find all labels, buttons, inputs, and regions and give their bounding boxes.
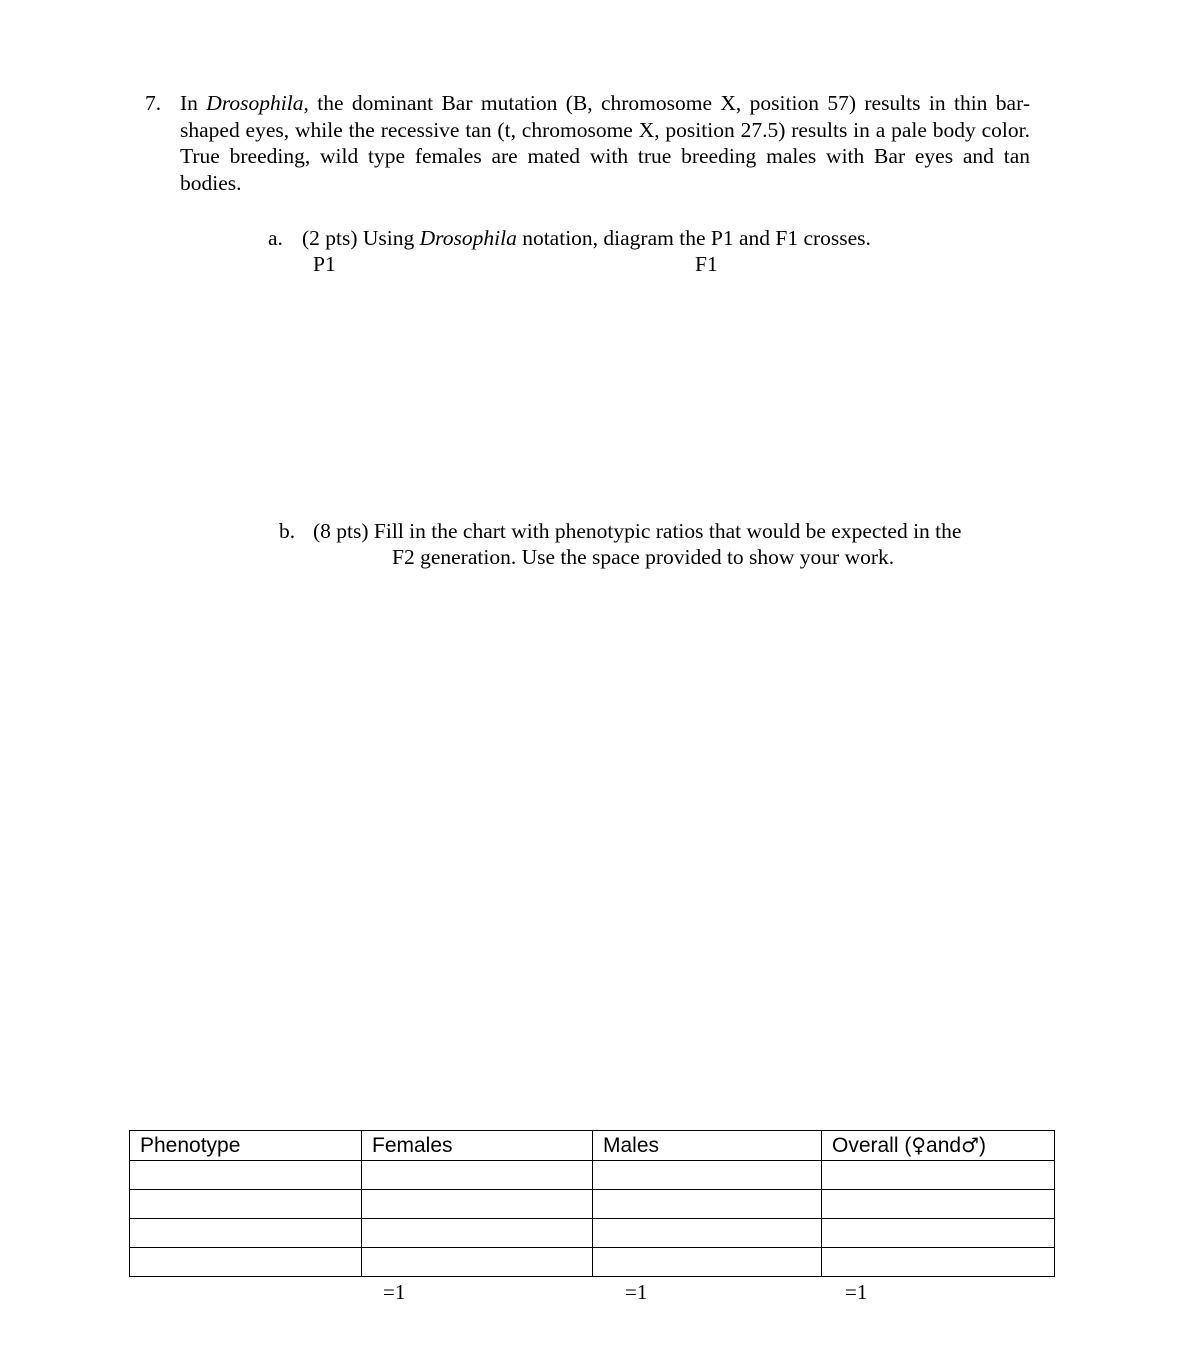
males-cell[interactable] xyxy=(593,1219,822,1248)
females-cell[interactable] xyxy=(362,1248,593,1277)
table-header-row xyxy=(130,1131,1055,1161)
table-row xyxy=(130,1161,1055,1190)
phenotype-cell[interactable] xyxy=(130,1161,362,1190)
males-sum: =1 xyxy=(625,1280,648,1304)
table-row xyxy=(130,1190,1055,1219)
part-b-prompt: b. (8 pts) Fill in the chart with phenotypic ratios that would be expected in the xyxy=(279,519,962,543)
females-cell[interactable] xyxy=(362,1190,593,1219)
phenotype-cell[interactable] xyxy=(130,1248,362,1277)
p1-label: P1 xyxy=(313,252,336,276)
part-b-letter: b. xyxy=(279,519,296,543)
part-a-prompt: a. (2 pts) Using Drosophila notation, diagram the P1 and F1 crosses. xyxy=(268,226,871,250)
question-text: In Drosophila, the dominant Bar mutation (B, chromosome X, position 57) results in thin bar- shaped eyes, while the recessive tan (t, chromosome X, position 27.5) results in a pale body color. True breeding, wild type females are mated with true breeding males with Bar eyes and tan bodies. xyxy=(180,91,1030,195)
header-males: Males xyxy=(593,1131,822,1161)
male-symbol-icon: ♂ xyxy=(961,1133,979,1157)
header-overall: Overall (♀and♂) xyxy=(822,1131,1055,1161)
overall-cell[interactable] xyxy=(822,1161,1055,1190)
part-b-prompt-line2: F2 generation. Use the space provided to show your work. xyxy=(392,545,895,569)
females-cell[interactable] xyxy=(362,1219,593,1248)
question-7 xyxy=(145,90,1030,196)
females-sum: =1 xyxy=(383,1280,406,1304)
species-name: Drosophila xyxy=(419,226,517,250)
species-name: Drosophila xyxy=(206,91,304,115)
females-cell[interactable] xyxy=(362,1161,593,1190)
males-cell[interactable] xyxy=(593,1161,822,1190)
overall-cell[interactable] xyxy=(822,1219,1055,1248)
phenotype-cell[interactable] xyxy=(130,1219,362,1248)
question-number: 7. xyxy=(145,91,162,115)
overall-sum: =1 xyxy=(845,1280,868,1304)
overall-cell[interactable] xyxy=(822,1190,1055,1219)
f1-label: F1 xyxy=(695,252,718,276)
phenotype-cell[interactable] xyxy=(130,1190,362,1219)
males-cell[interactable] xyxy=(593,1248,822,1277)
overall-cell[interactable] xyxy=(822,1248,1055,1277)
female-symbol-icon: ♀ xyxy=(911,1133,927,1157)
table-row xyxy=(130,1219,1055,1248)
phenotype-table xyxy=(129,1130,1055,1277)
table-row xyxy=(130,1248,1055,1277)
part-a-letter: a. xyxy=(268,226,283,250)
header-phenotype: Phenotype xyxy=(130,1131,362,1161)
males-cell[interactable] xyxy=(593,1190,822,1219)
header-females: Females xyxy=(362,1131,593,1161)
